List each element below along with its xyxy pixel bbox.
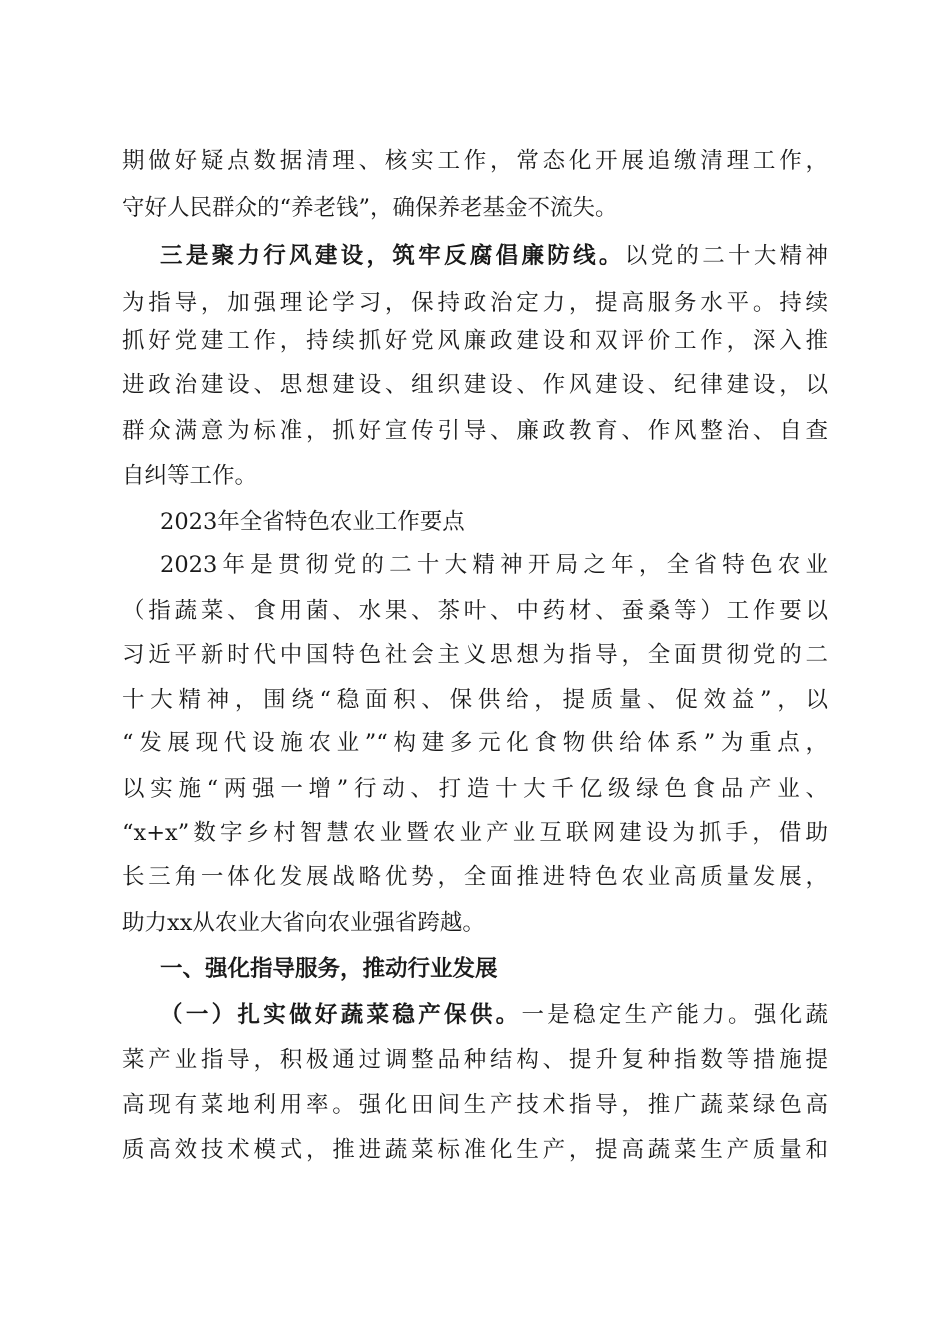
paragraph-line: 自纠等工作。 (122, 463, 258, 489)
paragraph-first-rest: 一是稳定生产能力。强化蔬 (521, 1002, 828, 1028)
paragraph-line: 守好人民群众的“养老钱”，确保养老基金不流失。 (122, 195, 618, 221)
paragraph-line: 长三角一体化发展战略优势，全面推进特色农业高质量发展， (122, 864, 828, 890)
paragraph-first-line (160, 241, 828, 271)
paragraph-line: 助力xx从农业大省向农业强省跨越。 (122, 910, 485, 936)
document-title: 2023年全省特色农业工作要点 (160, 509, 465, 535)
paragraph-line: “发展现代设施农业”“构建多元化食物供给体系”为重点， (122, 730, 828, 756)
paragraph-line: 为指导，加强理论学习，保持政治定力，提高服务水平。持续 (122, 290, 828, 316)
paragraph-line: 进政治建设、思想建设、组织建设、作风建设、纪律建设，以 (122, 372, 828, 398)
paragraph-line: （指蔬菜、食用菌、水果、茶叶、中药材、蚕桑等）工作要以 (122, 598, 828, 624)
paragraph-line: 十大精神，围绕“稳面积、保供给，提质量、促效益”，以 (122, 687, 828, 713)
paragraph-line: 以实施“两强一增”行动、打造十大千亿级绿色食品产业、 (122, 776, 828, 802)
paragraph-line: 群众满意为标准，抓好宣传引导、廉政教育、作风整治、自查 (122, 418, 828, 444)
paragraph-first-line (160, 1000, 828, 1030)
paragraph-line: 习近平新时代中国特色社会主义思想为指导，全面贯彻党的二 (122, 642, 828, 668)
section-heading: 一、强化指导服务，推动行业发展 (160, 956, 498, 982)
paragraph-line: 高现有菜地利用率。强化田间生产技术指导，推广蔬菜绿色高 (122, 1092, 828, 1118)
paragraph-line: 质高效技术模式，推进蔬菜标准化生产，提高蔬菜生产质量和 (122, 1137, 828, 1163)
paragraph-line: 菜产业指导，积极通过调整品种结构、提升复种指数等措施提 (122, 1047, 828, 1073)
paragraph-first-line: 2023年是贯彻党的二十大精神开局之年，全省特色农业 (160, 552, 828, 578)
paragraph-first-rest: 以党的二十大精神 (624, 243, 828, 269)
paragraph-line: 抓好党建工作，持续抓好党风廉政建设和双评价工作，深入推 (122, 328, 828, 354)
paragraph-lead: 三是聚力行风建设，筑牢反腐倡廉防线。 (160, 243, 625, 269)
paragraph-line: 期做好疑点数据清理、核实工作，常态化开展追缴清理工作， (122, 148, 828, 174)
paragraph-lead: （一）扎实做好蔬菜稳产保供。 (160, 1002, 522, 1028)
paragraph-line: “x+x”数字乡村智慧农业暨农业产业互联网建设为抓手，借助 (122, 820, 828, 846)
